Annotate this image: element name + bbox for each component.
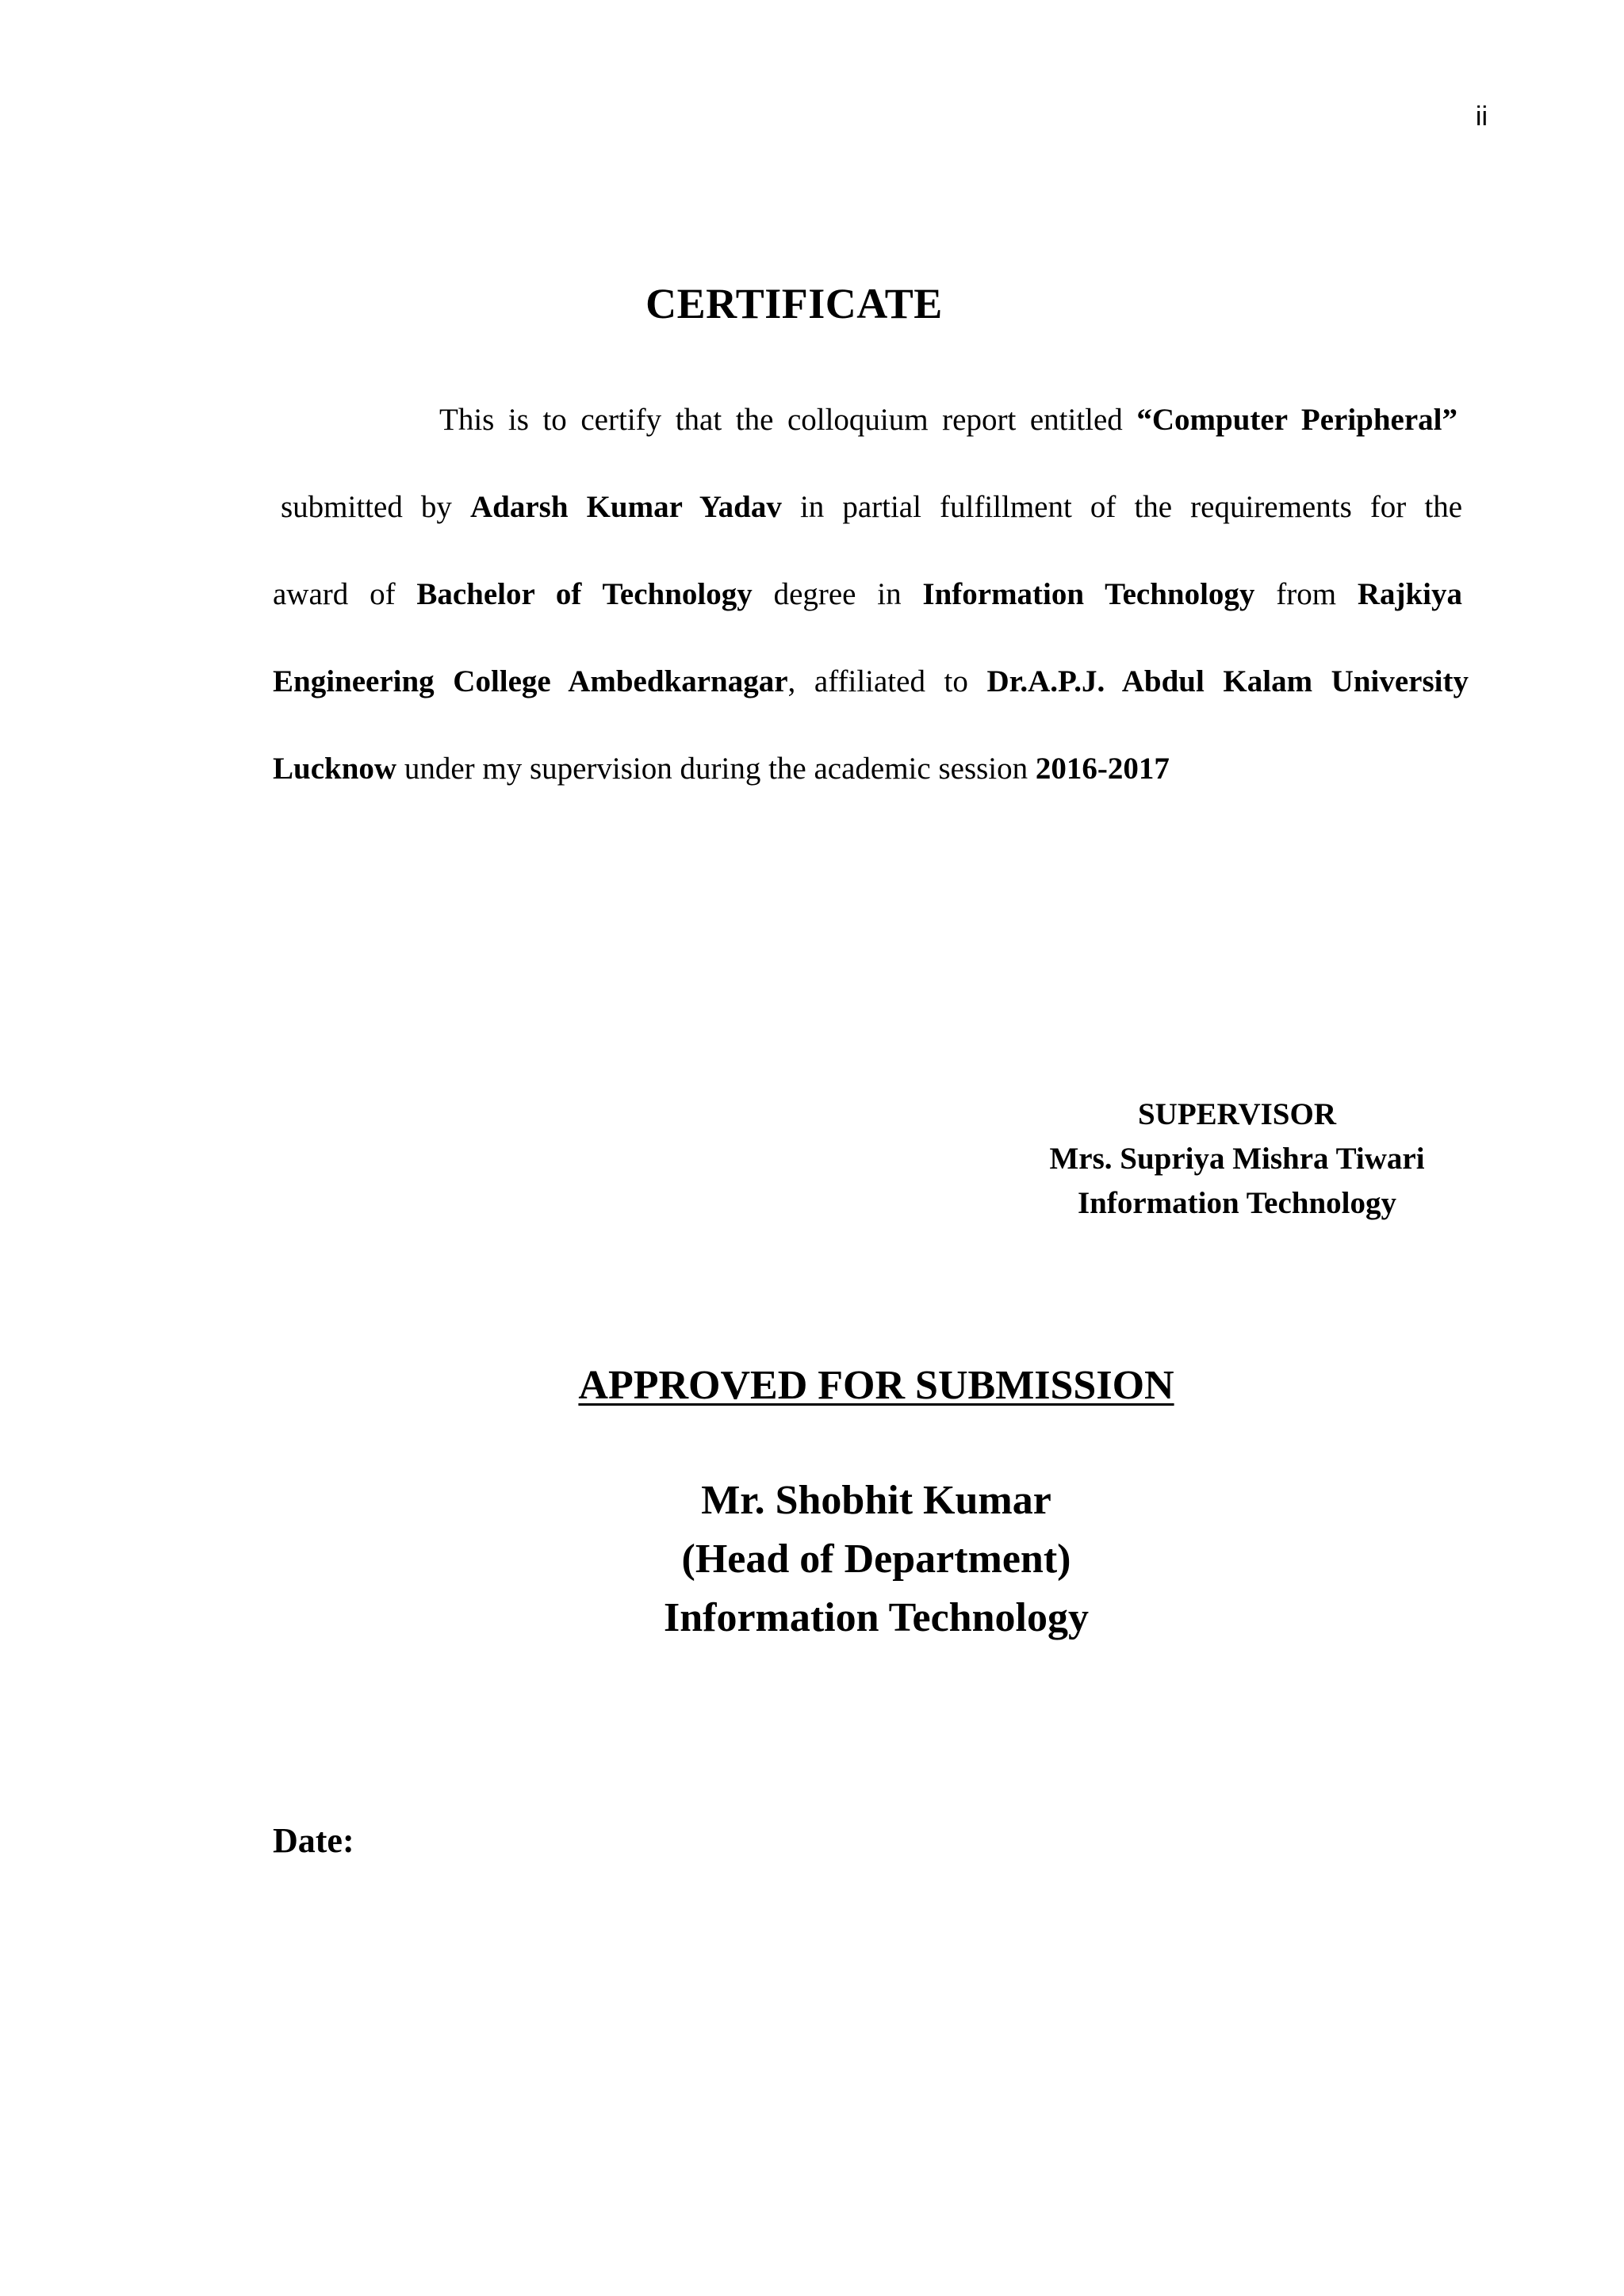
hod-department: Information Technology: [664, 1595, 1089, 1640]
supervisor-block: [1031, 1093, 1443, 1226]
branch-name: Information Technology: [922, 577, 1255, 611]
body-text: This is to certify that the colloquium report entitled: [439, 403, 1123, 437]
body-line-1: [439, 401, 1457, 439]
hod-block: [0, 1471, 1624, 1647]
body-text: award of: [273, 577, 396, 611]
report-title: “Computer Peripheral”: [1136, 403, 1457, 437]
university-name-part2: Lucknow: [273, 752, 397, 786]
body-text: under my supervision during the academic session: [404, 752, 1028, 786]
body-line-5: [273, 750, 1462, 788]
college-name-part2: Engineering College Ambedkarnagar: [273, 664, 788, 698]
body-line-4: [273, 663, 1469, 701]
student-name: Adarsh Kumar Yadav: [469, 490, 782, 524]
date-label: Date:: [273, 1821, 354, 1860]
certificate-title: CERTIFICATE: [645, 280, 943, 327]
university-name-part1: Dr.A.P.J. Abdul Kalam University: [986, 664, 1469, 698]
body-line-2: [281, 488, 1462, 526]
approval-heading: APPROVED FOR SUBMISSION: [578, 1363, 1174, 1408]
college-name-part1: Rajkiya: [1357, 577, 1463, 611]
body-line-3: [273, 576, 1462, 614]
body-text: in partial fulfillment of the requirements for the: [799, 490, 1463, 524]
hod-designation: (Head of Department): [681, 1536, 1071, 1582]
body-text: , affiliated to: [787, 664, 968, 698]
body-text: from: [1276, 577, 1337, 611]
page-number: ii: [1475, 101, 1488, 132]
degree-name: Bachelor of Technology: [416, 577, 753, 611]
body-text: submitted by: [281, 490, 452, 524]
academic-session: 2016-2017: [1035, 752, 1170, 786]
body-text: degree in: [773, 577, 902, 611]
hod-name: Mr. Shobhit Kumar: [701, 1478, 1051, 1523]
supervisor-department: Information Technology: [1078, 1186, 1396, 1220]
supervisor-heading: SUPERVISOR: [1137, 1097, 1336, 1131]
supervisor-name: Mrs. Supriya Mishra Tiwari: [1049, 1142, 1425, 1176]
